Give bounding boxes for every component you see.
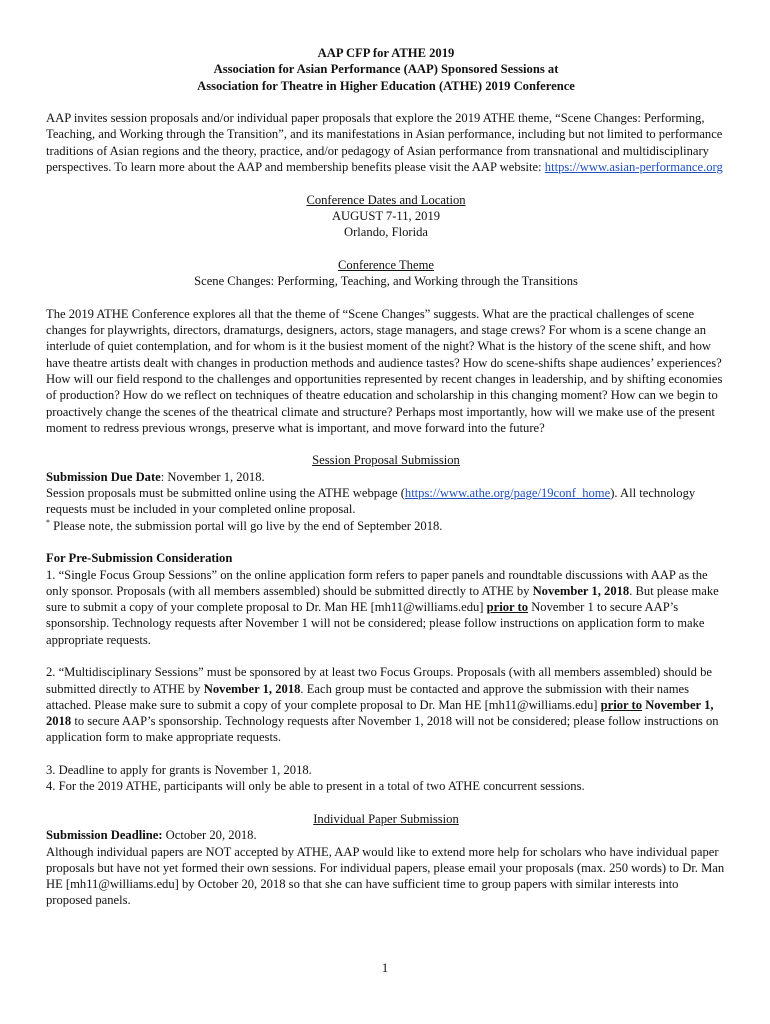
session-text-a: Session proposals must be submitted online using the ATHE webpage (	[46, 486, 405, 501]
pre-item-2	[46, 664, 726, 745]
individual-deadline-label: Submission Deadline:	[46, 828, 163, 843]
session-text-b: ). All technology requests must be included in your completed online proposal.	[46, 486, 696, 517]
note-asterisk: *	[46, 517, 50, 527]
intro-text: AAP invites session proposals and/or individual paper proposals that explore the 2019 ATHE theme, “Scene Changes: Performing, Teaching, and Working through the Transition”, and its manifestations in Asian performance, including but not limited to performance traditions of Asian regions and the theory, practice, and/or pedagogy of Asian performance from transnational and multidisciplinary perspectives. To learn more about the AAP and membership benefits please visit the AAP website:	[46, 111, 723, 175]
doc-title: AAP CFP for ATHE 2019	[317, 46, 455, 60]
session-paragraph	[46, 485, 726, 518]
page-number: 1	[381, 961, 389, 975]
pre-item-2-date: November 1, 2018	[203, 681, 301, 696]
pre-item-1-date: November 1, 2018	[532, 583, 630, 598]
pre-item-2-prior-to: prior to	[600, 697, 643, 712]
doc-subtitle-2: Association for Theatre in Higher Education (ATHE) 2019 Conference	[197, 78, 575, 93]
conference-date: AUGUST 7-11, 2019	[331, 208, 441, 223]
conference-place: Orlando, Florida	[344, 225, 428, 240]
athe-webpage-link[interactable]: https://www.athe.org/page/19conf_home	[404, 486, 611, 501]
pre-item-1-a: 1. “Single Focus Group Sessions” on the online application form refers to paper panels and roundtable discussions with AAP as the only sponsor. Proposals (with all members assembled) should be submitted directly to ATHE by	[46, 567, 708, 598]
theme-body-paragraph: The 2019 ATHE Conference explores all that the theme of “Scene Changes” suggests. What are the practical challenges of scene changes for playwrights, directors, dramaturgs, designers, actors, stage managers, and stage crews? For whom is a scene change an interlude of quiet contemplation, and for whom is it the busiest moment of the night? What is the history of the scene shift, and how have theatre artists dealt with changes in production methods and audience tastes? How do scene-shifts shape audiences’ experiences? How will our field respond to the challenges and opportunities represented by recent changes in leadership, and by shifting economies of production? How do we reflect on techniques of theatre education and scholarship in this changing moment? How can we begin to proactively change the scenes of the theatrical climate and structure? Perhaps most importantly, how will we make use of the present moment to redress previous wrongs, preserve what is important, and move forward into the future?	[46, 306, 723, 435]
individual-deadline	[46, 827, 726, 843]
session-due-value: : November 1, 2018.	[160, 469, 265, 484]
pre-item-1-prior-to: prior to	[486, 600, 529, 615]
pre-item-2-a: 2. “Multidisciplinary Sessions” must be sponsored by at least two Focus Groups. Proposals (with all members assembled) should be submitted directly to ATHE by	[46, 665, 712, 696]
individual-heading: Individual Paper Submission	[313, 811, 459, 826]
dates-heading: Conference Dates and Location	[306, 192, 466, 207]
pre-item-1-e: November 1 to secure AAP’s sponsorship. Technology requests after November 1 will not be considered; please follow instructions on application form to make appropriate requests.	[46, 600, 705, 647]
theme-heading: Conference Theme	[338, 257, 434, 272]
pre-submission-heading: For Pre-Submission Consideration	[46, 551, 233, 566]
individual-deadline-value: October 20, 2018.	[162, 828, 257, 843]
session-due-date	[46, 469, 726, 485]
session-note-text: Please note, the submission portal will go live by the end of September 2018.	[50, 518, 443, 533]
pre-item-1	[46, 567, 726, 648]
intro-paragraph	[46, 110, 726, 175]
pre-item-4: 4. For the 2019 ATHE, participants will only be able to present in a total of two ATHE concurrent sessions.	[46, 779, 585, 794]
pre-item-2-f: to secure AAP’s sponsorship. Technology requests after November 1, 2018 will not be considered; please follow instructions on application form to make appropriate requests.	[46, 714, 719, 745]
pre-item-2-c: . Each group must be contacted and approve the submission with their names attached. Please make sure to submit a copy of your complete proposal to Dr. Man HE [mh11@williams.edu]	[46, 681, 689, 712]
session-due-label: Submission Due Date	[46, 469, 161, 484]
pre-item-3: 3. Deadline to apply for grants is November 1, 2018.	[46, 763, 312, 778]
theme-text: Scene Changes: Performing, Teaching, and Working through the Transitions	[194, 274, 578, 289]
doc-subtitle-1: Association for Asian Performance (AAP) Sponsored Sessions at	[213, 62, 559, 77]
aap-website-link[interactable]: https://www.asian-performance.org	[544, 160, 723, 175]
session-heading: Session Proposal Submission	[312, 453, 460, 468]
pre-item-1-c: . But please make sure to submit a copy of your complete proposal to Dr. Man HE [mh11@williams.edu]	[46, 583, 719, 615]
individual-paragraph: Although individual papers are NOT accepted by ATHE, AAP would like to extend more help for scholars who have individual paper proposals but have not yet formed their own sessions. For individual papers, please email your proposals (max. 250 words) to Dr. Man HE [mh11@williams.edu] by October 20, 2018 so that she can have sufficient time to group papers with similar interests into proposed panels.	[46, 844, 725, 908]
session-note	[46, 518, 726, 534]
document-page	[46, 45, 726, 909]
pre-item-2-date-2: November 1, 2018	[46, 697, 714, 729]
